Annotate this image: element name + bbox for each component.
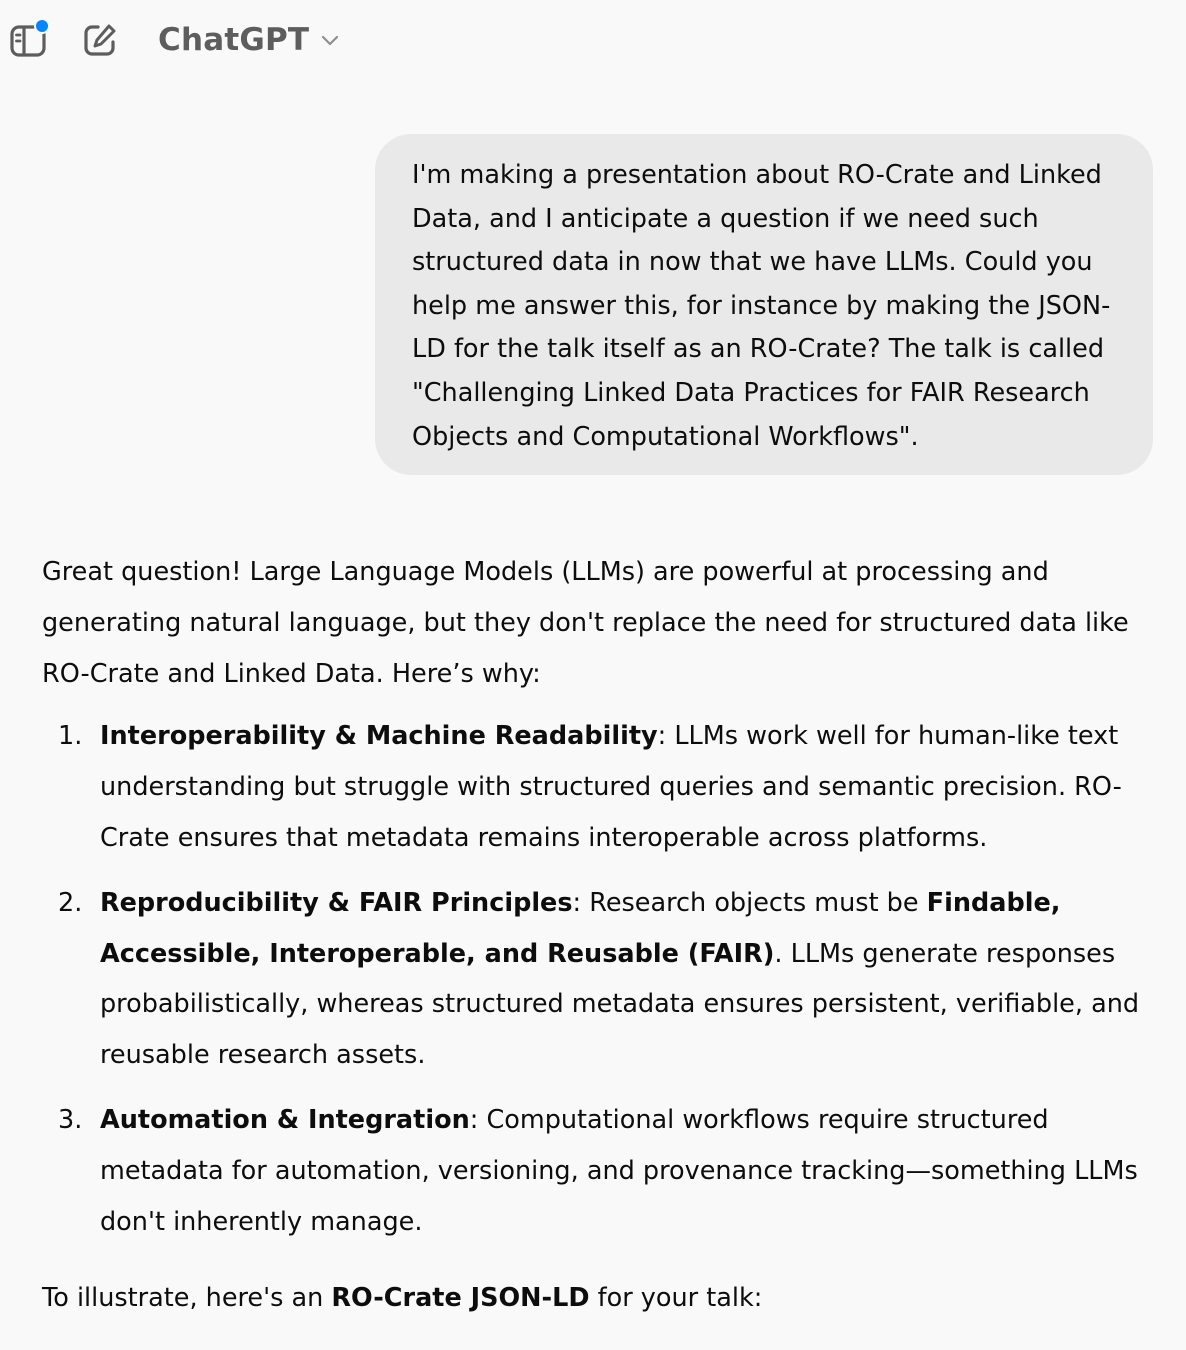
chevron-down-icon xyxy=(319,29,341,51)
list-number: 2. xyxy=(58,887,83,918)
point-text: . LLMs generate responses probabilistically, whereas structured metadata ensures persistent, verifiable, and reusable research assets. xyxy=(100,938,1140,1071)
outro-text: To illustrate, here's an xyxy=(42,1283,332,1314)
top-bar xyxy=(0,0,1186,80)
list-number: 1. xyxy=(58,721,83,752)
point-title: Automation & Integration xyxy=(100,1104,470,1135)
reasons-list xyxy=(42,711,1162,1247)
new-chat-icon xyxy=(80,20,120,60)
list-item xyxy=(42,1095,1162,1247)
assistant-intro: Great question! Large Language Models (LLMs) are powerful at processing and generating natural language, but they don't replace the need for structured data like RO-Crate and Linked Data. Here’s why: xyxy=(42,557,1129,689)
list-number: 3. xyxy=(58,1104,83,1135)
point-text: : Computational workflows require structured metadata for automation, versioning, and provenance tracking—something LLMs don't inherently manage. xyxy=(100,1104,1138,1237)
user-message-bubble xyxy=(375,134,1153,475)
point-title: Reproducibility & FAIR Principles xyxy=(100,887,573,918)
point-text: : Research objects must be xyxy=(572,887,927,918)
assistant-outro xyxy=(42,1273,1162,1324)
list-item xyxy=(42,711,1162,863)
model-name: ChatGPT xyxy=(158,22,310,58)
outro-text: for your talk: xyxy=(589,1283,763,1314)
point-text: : LLMs work well for human-like text understanding but struggle with structured queries and semantic precision. RO-Crate ensures that metadata remains interoperable across platforms. xyxy=(100,721,1122,853)
point-emphasis: Findable, Accessible, Interoperable, and Reusable (FAIR) xyxy=(100,887,1061,969)
user-message-text: I'm making a presentation about RO-Crate and Linked Data, and I anticipate a question if we need such structured data in now that we have LLMs. Could you help me answer this, for instance by making the JSON-LD for the talk itself as an RO-Crate? The talk is called "Challenging Linked Data Practices for FAIR Research Objects and Computational Workflows". xyxy=(412,160,1111,452)
notification-dot xyxy=(34,18,50,34)
new-chat-button[interactable] xyxy=(78,18,122,62)
outro-emphasis: RO-Crate JSON-LD xyxy=(331,1283,590,1314)
list-item xyxy=(42,878,1162,1081)
model-switcher[interactable] xyxy=(158,20,341,60)
point-title: Interoperability & Machine Readability xyxy=(100,721,658,752)
assistant-message xyxy=(42,547,1162,1324)
